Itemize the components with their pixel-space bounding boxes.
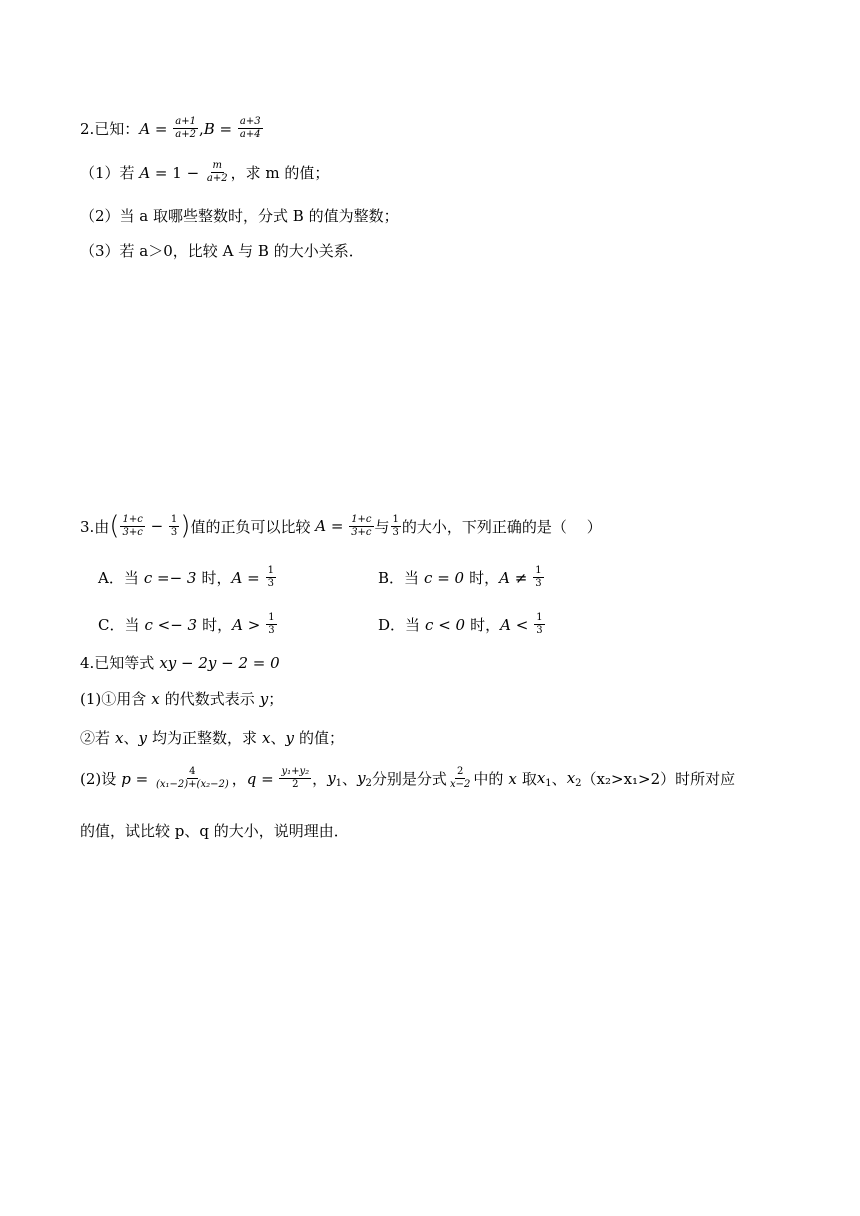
q2-B-fraction <box>238 116 263 141</box>
q2-part1-denominator: a+2 <box>206 173 228 184</box>
q3-third-fraction <box>169 514 179 539</box>
q3-option-d: D．当 c < 0 时， A < $\frac{1}{3}$ <box>378 612 543 636</box>
q4-header <box>80 652 280 673</box>
q2-A-var: A <box>139 119 151 138</box>
q3-label: 3.由 <box>80 517 110 536</box>
q3-third-numerator: 1 <box>170 513 178 525</box>
q3-option-b: B．当 c = 0 时， A ≠ $\frac{1}{3}$ <box>378 565 542 589</box>
q3-A-fraction <box>349 514 373 539</box>
q3-paren-denominator: 3+c <box>122 526 143 538</box>
q4-part2-cont <box>80 820 349 841</box>
q2-part1-fraction <box>205 160 230 185</box>
q4-p-fraction: $\frac{4}{\text{(x₁−2)+(x₂−2)}}$ <box>155 766 229 790</box>
q3-paren-fraction <box>120 514 144 539</box>
q2-A-denominator: a+2 <box>175 129 196 140</box>
q3-tail: 的大小，下列正确的是（ ） <box>401 517 602 536</box>
q3-option-c: C．当 c <− 3 时， A > $\frac{1}{3}$ <box>98 612 275 636</box>
q2-part3 <box>80 240 364 261</box>
q3-header: 3.由 ( $\frac{1+c}{3+c}$ − $\frac{1}{3}$ ) 值的正负可以比较 A = $\frac{1+c}{3+c}$ 与 $\frac{1}{3}$ 的大小，下列正确的是（ ） <box>80 511 602 541</box>
q2-part1-prefix: （1）若 <box>80 164 135 182</box>
q2-part2 <box>80 205 399 226</box>
q2-part1: （1）若 A = 1 − $\frac{m}{a+2}$ ，求 m 的值； <box>80 160 330 184</box>
q3-third-denominator: 3 <box>170 526 178 538</box>
q4-part2: (2)设 p = $\frac{4}{\text{(x₁−2)+(x₂−2)}}$ ， q = $\frac{\text{y₁+y₂}}{2}$ ， $y_1$ 、 $y_2$ 分别是分式 $\frac{2}{x-2}$ 中的 x 取 $x_1$ 、 $x_2$ （x₂>x₁>2）时所对应 <box>80 766 736 790</box>
q2-header: 2.已知： A = $\frac{a+1}{a+2}$ , B = $\frac{a+3}{a+4}$ <box>80 116 261 140</box>
q3-yu: 与 <box>374 517 390 536</box>
q2-A-numerator: a+1 <box>175 116 196 127</box>
q3-option-a: A．当 c =− 3 时， A = $\frac{1}{3}$ <box>98 565 275 589</box>
q4-label: 4.已知等式 <box>80 654 155 672</box>
q4-q-fraction: $\frac{\text{y₁+y₂}}{2}$ <box>281 766 310 790</box>
q3-paren-numerator: 1+c <box>122 513 143 525</box>
q2-part3-text: （3）若 a＞0，比较 A 与 B 的大小关系． <box>80 242 364 260</box>
q3-yu-fraction: $\frac{1}{3}$ <box>392 513 399 538</box>
q3-mid-text: 值的正负可以比较 <box>190 517 311 536</box>
q2-A-fraction <box>173 116 198 141</box>
q4-f-fraction: $\frac{2}{x-2}$ <box>449 766 471 790</box>
q2-B-numerator: a+3 <box>239 116 261 127</box>
q4-part1a: (1)①用含 x 的代数式表示 y ； <box>80 689 284 708</box>
q2-label: 2.已知： <box>80 120 140 138</box>
q3-A-denominator: 3+c <box>351 526 372 538</box>
q2-part1-numerator: m <box>212 160 223 171</box>
q2-part1-suffix: ，求 m 的值； <box>230 164 330 182</box>
q3-A-numerator: 1+c <box>351 513 372 525</box>
q2-B-denominator: a+4 <box>239 129 261 140</box>
q2-part2-text: （2）当 a 取哪些整数时，分式 B 的值为整数； <box>80 207 399 225</box>
q4-equation: xy − 2y − 2 = 0 <box>159 653 280 672</box>
q4-part1b: ②若 x 、 y 均为正整数，求 x 、 y 的值； <box>80 728 344 747</box>
q4-part2-cont-text: 的值，试比较 p、q 的大小，说明理由． <box>80 822 349 840</box>
q2-B-var: B <box>203 119 215 138</box>
